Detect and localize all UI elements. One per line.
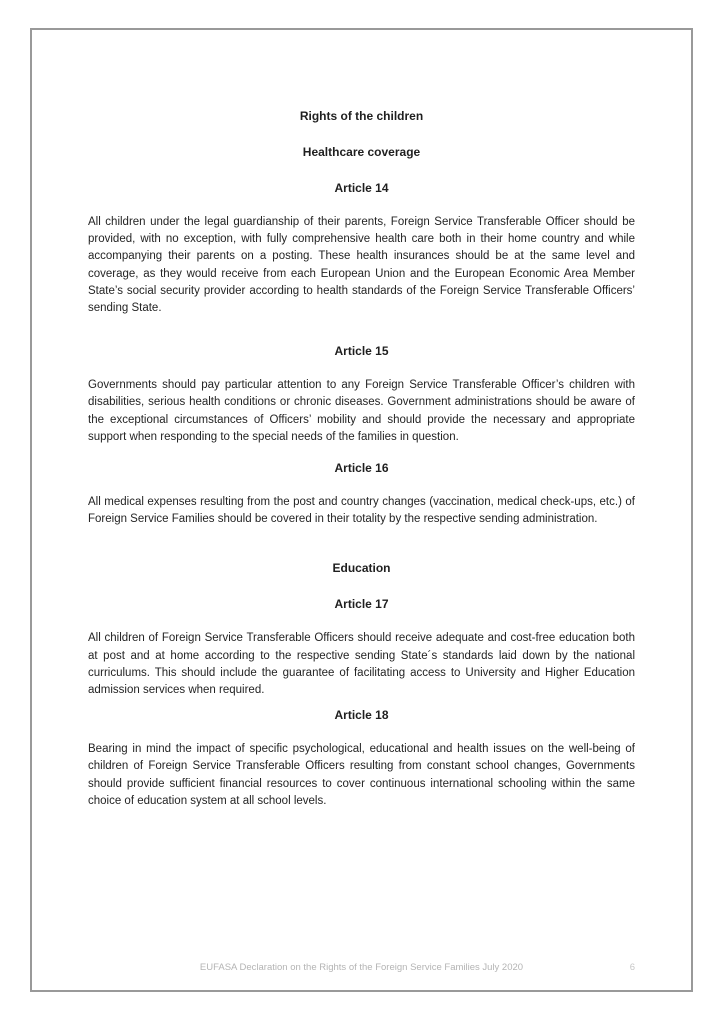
document-content — [32, 30, 691, 810]
article-15-body: Governments should pay particular attention to any Foreign Service Transferable Officer’s children with disabilities, serious health conditions or chronic diseases. Government administrations should be aware of the exceptional circumstances of Officers’ mobility and should provide the necessary and appropriate support when responding to the special needs of the families in question. — [88, 379, 635, 443]
article-17-title: Article 17 — [334, 597, 389, 612]
article-18-body: Bearing in mind the impact of specific psychological, educational and health issues on the well-being of children of Foreign Service Transferable Officers resulting from constant school changes, Governments should provide sufficient financial resources to cover continuous international schooling within the same choice of education system at all school levels. — [88, 743, 635, 807]
article-14-title: Article 14 — [334, 181, 389, 195]
page-footer — [32, 961, 691, 974]
article-14-body: All children under the legal guardianship of their parents, Foreign Service Transferable Officer should be provided, with no exception, with fully comprehensive health care both in their home country and while accompanying their parents on a posting. These health insurances should be at the same level and coverage, as they would receive from each European Union and the European Economic Area Member State’s social security provider according to health standards of the Foreign Service Transferable Officers’ sending State. — [88, 216, 635, 315]
page-border-frame — [30, 28, 693, 992]
page-number: 6 — [629, 962, 635, 973]
article-16-body: All medical expenses resulting from the post and country changes (vaccination, medical check-ups, etc.) of Foreign Service Families should be covered in their totality by the respective sending administration. — [88, 496, 635, 526]
article-18-title: Article 18 — [334, 708, 389, 723]
section-heading-education: Education — [332, 561, 391, 576]
article-15-title: Article 15 — [334, 344, 389, 359]
article-16-title: Article 16 — [334, 461, 389, 476]
section-heading-healthcare: Healthcare coverage — [302, 145, 421, 159]
footer-text: EUFASA Declaration on the Rights of the Foreign Service Families July 2020 — [199, 962, 524, 973]
article-17-body: All children of Foreign Service Transferable Officers should receive adequate and cost-free education both at post and at home according to the respective sending State´s standards laid down by the national curriculums. This should include the guarantee of facilitating access to University and Higher Education admission services when required. — [88, 632, 635, 697]
document-title: Rights of the children — [299, 109, 424, 123]
